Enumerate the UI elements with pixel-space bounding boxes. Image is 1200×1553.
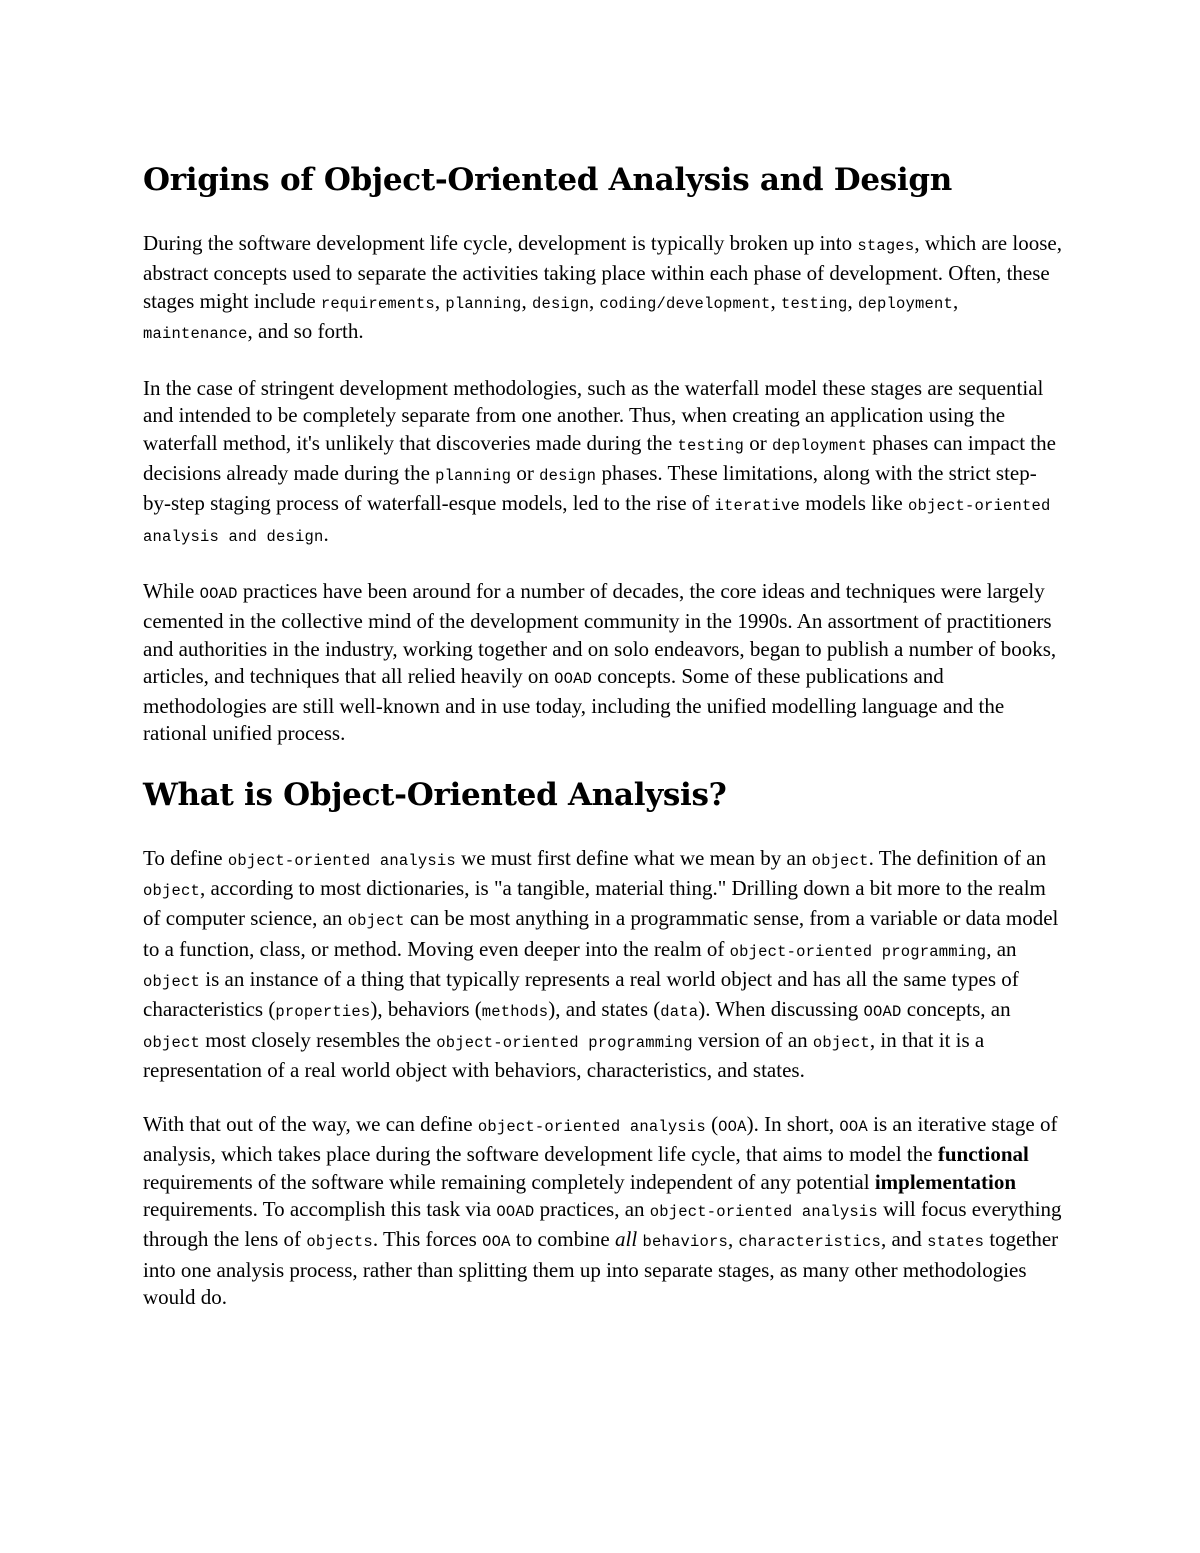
paragraph-waterfall [143, 375, 1063, 551]
text-run: . [323, 521, 329, 546]
inline-code-term: object [812, 1033, 870, 1052]
text-run: concepts, an [901, 997, 1011, 1022]
text-run: , in that it is a representation of a real world object with behaviors, characteristics, and states. [143, 1027, 985, 1082]
text-run: ), behaviors ( [370, 997, 482, 1022]
inline-code-term: deployment [858, 294, 954, 313]
inline-code-term: testing [780, 294, 848, 313]
inline-code-term: requirements [320, 294, 435, 313]
text-run: In the case of stringent development methodologies, such as the waterfall model these stages are sequential and intended to be completely separate from one another. Thus, when creating an application using the waterfall method, it's unlikely that discoveries made during the [143, 376, 1044, 455]
inline-code-term: stages [857, 237, 915, 255]
inline-code-term: object-oriented analysis and design [143, 497, 1051, 546]
text-run: , [521, 288, 532, 313]
paragraph-ooad-history [143, 578, 1063, 748]
inline-code-term: OOAD [496, 1203, 535, 1222]
text-run: , and [880, 1227, 928, 1252]
document-page [143, 160, 1063, 1338]
paragraph-ooa-definition [143, 1111, 1063, 1311]
paragraph-object-definition [143, 845, 1063, 1084]
inline-code-term: object [143, 1033, 201, 1052]
text-run: is an instance of a thing that typically represents a real world object and has all the same types of characteristics ( [143, 966, 1019, 1022]
text-run: With that out of the way, we can define [143, 1112, 478, 1137]
text-run: , [847, 288, 858, 313]
text-run: , which are loose, abstract concepts used to separate the activities taking place within each phase of development. Often, these stages might include [143, 231, 1062, 313]
text-run: we must first define what we mean by an [455, 845, 812, 870]
inline-code-term: OOA [482, 1233, 511, 1252]
inline-code-term: data [660, 1003, 699, 1022]
text-run: will focus everything through the lens of [143, 1197, 1062, 1252]
text-run: practices have been around for a number of decades, the core ideas and techniques were largely cemented in the collective mind of the development community in the 1990s. An assortment of practitioners and authorities in the industry, working together and on solo endeavors, began to publish a number of books, articles, and techniques that all relied heavily on [143, 578, 1057, 688]
bold-term: functional [937, 1142, 1029, 1167]
inline-code-term: coding/development [599, 294, 771, 313]
text-run: models like [800, 491, 908, 516]
inline-code-term: OOAD [554, 669, 593, 688]
text-run: , [727, 1227, 739, 1252]
inline-code-term: testing [677, 436, 744, 455]
inline-code-term: object [143, 882, 201, 901]
inline-code-term: planning [435, 467, 512, 486]
italic-term: all [615, 1227, 638, 1252]
paragraph-stages [143, 230, 1063, 348]
inline-code-term: object [811, 851, 869, 870]
text-run: While [143, 578, 200, 603]
text-run: ). In short, [746, 1112, 840, 1137]
inline-code-term: design [531, 294, 589, 313]
inline-code-term: behaviors [642, 1233, 728, 1252]
inline-code-term: maintenance [143, 324, 248, 343]
text-run: To define [143, 845, 228, 870]
text-run: together into one analysis process, rather than splitting them up into separate stages, as many other methodologies would do. [143, 1227, 1059, 1309]
text-run: , an [986, 936, 1017, 961]
inline-code-term: deployment [772, 436, 868, 455]
section-heading-origins: Origins of Object-Oriented Analysis and Design [143, 162, 953, 198]
text-run: , [953, 288, 959, 313]
text-run: version of an [692, 1027, 813, 1052]
inline-code-term: OOA [718, 1118, 747, 1137]
inline-code-term: objects [306, 1233, 373, 1252]
text-run: , [770, 288, 781, 313]
text-run: , [434, 288, 446, 313]
text-run: , according to most dictionaries, is "a tangible, material thing." Drilling down a bit more to the realm of computer science, an [143, 876, 1046, 931]
text-run: practices, an [534, 1197, 650, 1222]
text-run: ). When discussing [698, 997, 864, 1022]
text-run: phases. These limitations, along with the strict step-by-step staging process of waterfall-esque models, led to the rise of [143, 461, 1037, 516]
text-run: . This forces [372, 1227, 483, 1252]
text-run: or [744, 430, 772, 455]
text-run: During the software development life cycle, development is typically broken up into [143, 231, 858, 255]
inline-code-term: OOAD [863, 1003, 902, 1022]
inline-code-term: object-oriented analysis [477, 1118, 706, 1137]
text-run: can be most anything in a programmatic sense, from a variable or data model to a function, class, or method. Moving even deeper into the realm of [143, 906, 1059, 961]
inline-code-term: object [347, 912, 405, 931]
text-run: . The definition of an [868, 845, 1047, 870]
text-run: , and so forth. [247, 318, 364, 343]
inline-code-term: states [927, 1233, 985, 1252]
inline-code-term: planning [445, 294, 522, 313]
inline-code-term: properties [275, 1003, 371, 1022]
text-run: or [511, 461, 540, 486]
text-run: ( [705, 1112, 719, 1137]
inline-code-term: iterative [714, 497, 801, 516]
section-heading-what-is-ooa: What is Object-Oriented Analysis? [143, 776, 727, 813]
inline-code-term: object [143, 972, 201, 991]
inline-code-term: OOAD [199, 584, 238, 603]
inline-code-term: object-oriented programming [729, 942, 987, 961]
inline-code-term: object-oriented programming [436, 1033, 693, 1052]
text-run: is an iterative stage of analysis, which takes place during the software development life cycle, that aims to model the [143, 1112, 1058, 1167]
inline-code-term: object-oriented analysis [649, 1203, 878, 1222]
text-run: requirements. To accomplish this task via [143, 1197, 497, 1222]
bold-term: implementation [874, 1169, 1016, 1194]
inline-code-term: methods [481, 1003, 549, 1022]
text-run: , [588, 288, 600, 313]
inline-code-term: design [539, 467, 597, 486]
text-run: ), and states ( [548, 997, 661, 1022]
inline-code-term: characteristics [738, 1233, 881, 1252]
inline-code-term: object-oriented analysis [227, 851, 456, 870]
text-run: requirements of the software while remaining completely independent of any potential [143, 1169, 875, 1194]
text-run: most closely resembles the [200, 1027, 437, 1052]
text-run: concepts. Some of these publications and methodologies are still well-known and in use today, including the unified modelling language and the rational unified process. [143, 663, 1005, 746]
inline-code-term: OOA [839, 1118, 868, 1137]
text-run: to combine [510, 1227, 616, 1252]
text-run: phases can impact the decisions already made during the [143, 430, 1056, 486]
